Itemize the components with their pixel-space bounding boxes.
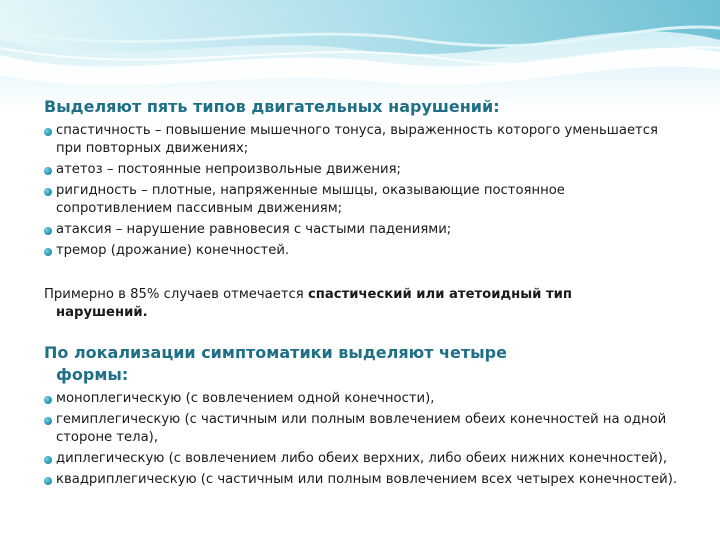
heading-localization-forms: По локализации симптоматики выделяют четыре формы: bbox=[44, 343, 507, 384]
bullet-icon bbox=[44, 477, 52, 485]
list-item: атетоз – постоянные непроизвольные движения; bbox=[44, 161, 684, 179]
slide-content bbox=[44, 96, 684, 492]
bullet-icon bbox=[44, 417, 52, 425]
list-item: моноплегическую (с вовлечением одной конечности), bbox=[44, 390, 684, 408]
emphasis-text-continued: нарушений. bbox=[56, 305, 148, 320]
list-item: ригидность – плотные, напряженные мышцы, оказывающие постоянное сопротивлением пассивным движениям; bbox=[44, 182, 684, 218]
heading-motor-disorders: Выделяют пять типов двигательных нарушений: bbox=[44, 97, 500, 116]
list-item: спастичность – повышение мышечного тонуса, выраженность которого уменьшается при повторных движениях; bbox=[44, 122, 684, 158]
bullet-icon bbox=[44, 227, 52, 235]
bullet-icon bbox=[44, 188, 52, 196]
list-item: атаксия – нарушение равновесия с частыми падениями; bbox=[44, 221, 684, 239]
bullet-icon bbox=[44, 167, 52, 175]
list-item: тремор (дрожание) конечностей. bbox=[44, 242, 684, 260]
bullet-icon bbox=[44, 128, 52, 136]
statistics-paragraph: Примерно в 85% случаев отмечается спастический или атетоидный тип нарушений. bbox=[44, 286, 684, 322]
wave-decoration bbox=[0, 0, 720, 110]
localization-forms-list bbox=[44, 390, 684, 489]
bullet-icon bbox=[44, 456, 52, 464]
bullet-icon bbox=[44, 248, 52, 256]
list-item: квадриплегическую (с частичным или полным вовлечением всех четырех конечностей). bbox=[44, 471, 684, 489]
list-item: гемиплегическую (с частичным или полным вовлечением обеих конечностей на одной стороне тела), bbox=[44, 411, 684, 447]
motor-disorders-list bbox=[44, 122, 684, 260]
emphasis-text: спастический или атетоидный тип bbox=[307, 287, 572, 302]
bullet-icon bbox=[44, 396, 52, 404]
list-item: диплегическую (с вовлечением либо обеих верхних, либо обеих нижних конечностей), bbox=[44, 450, 684, 468]
